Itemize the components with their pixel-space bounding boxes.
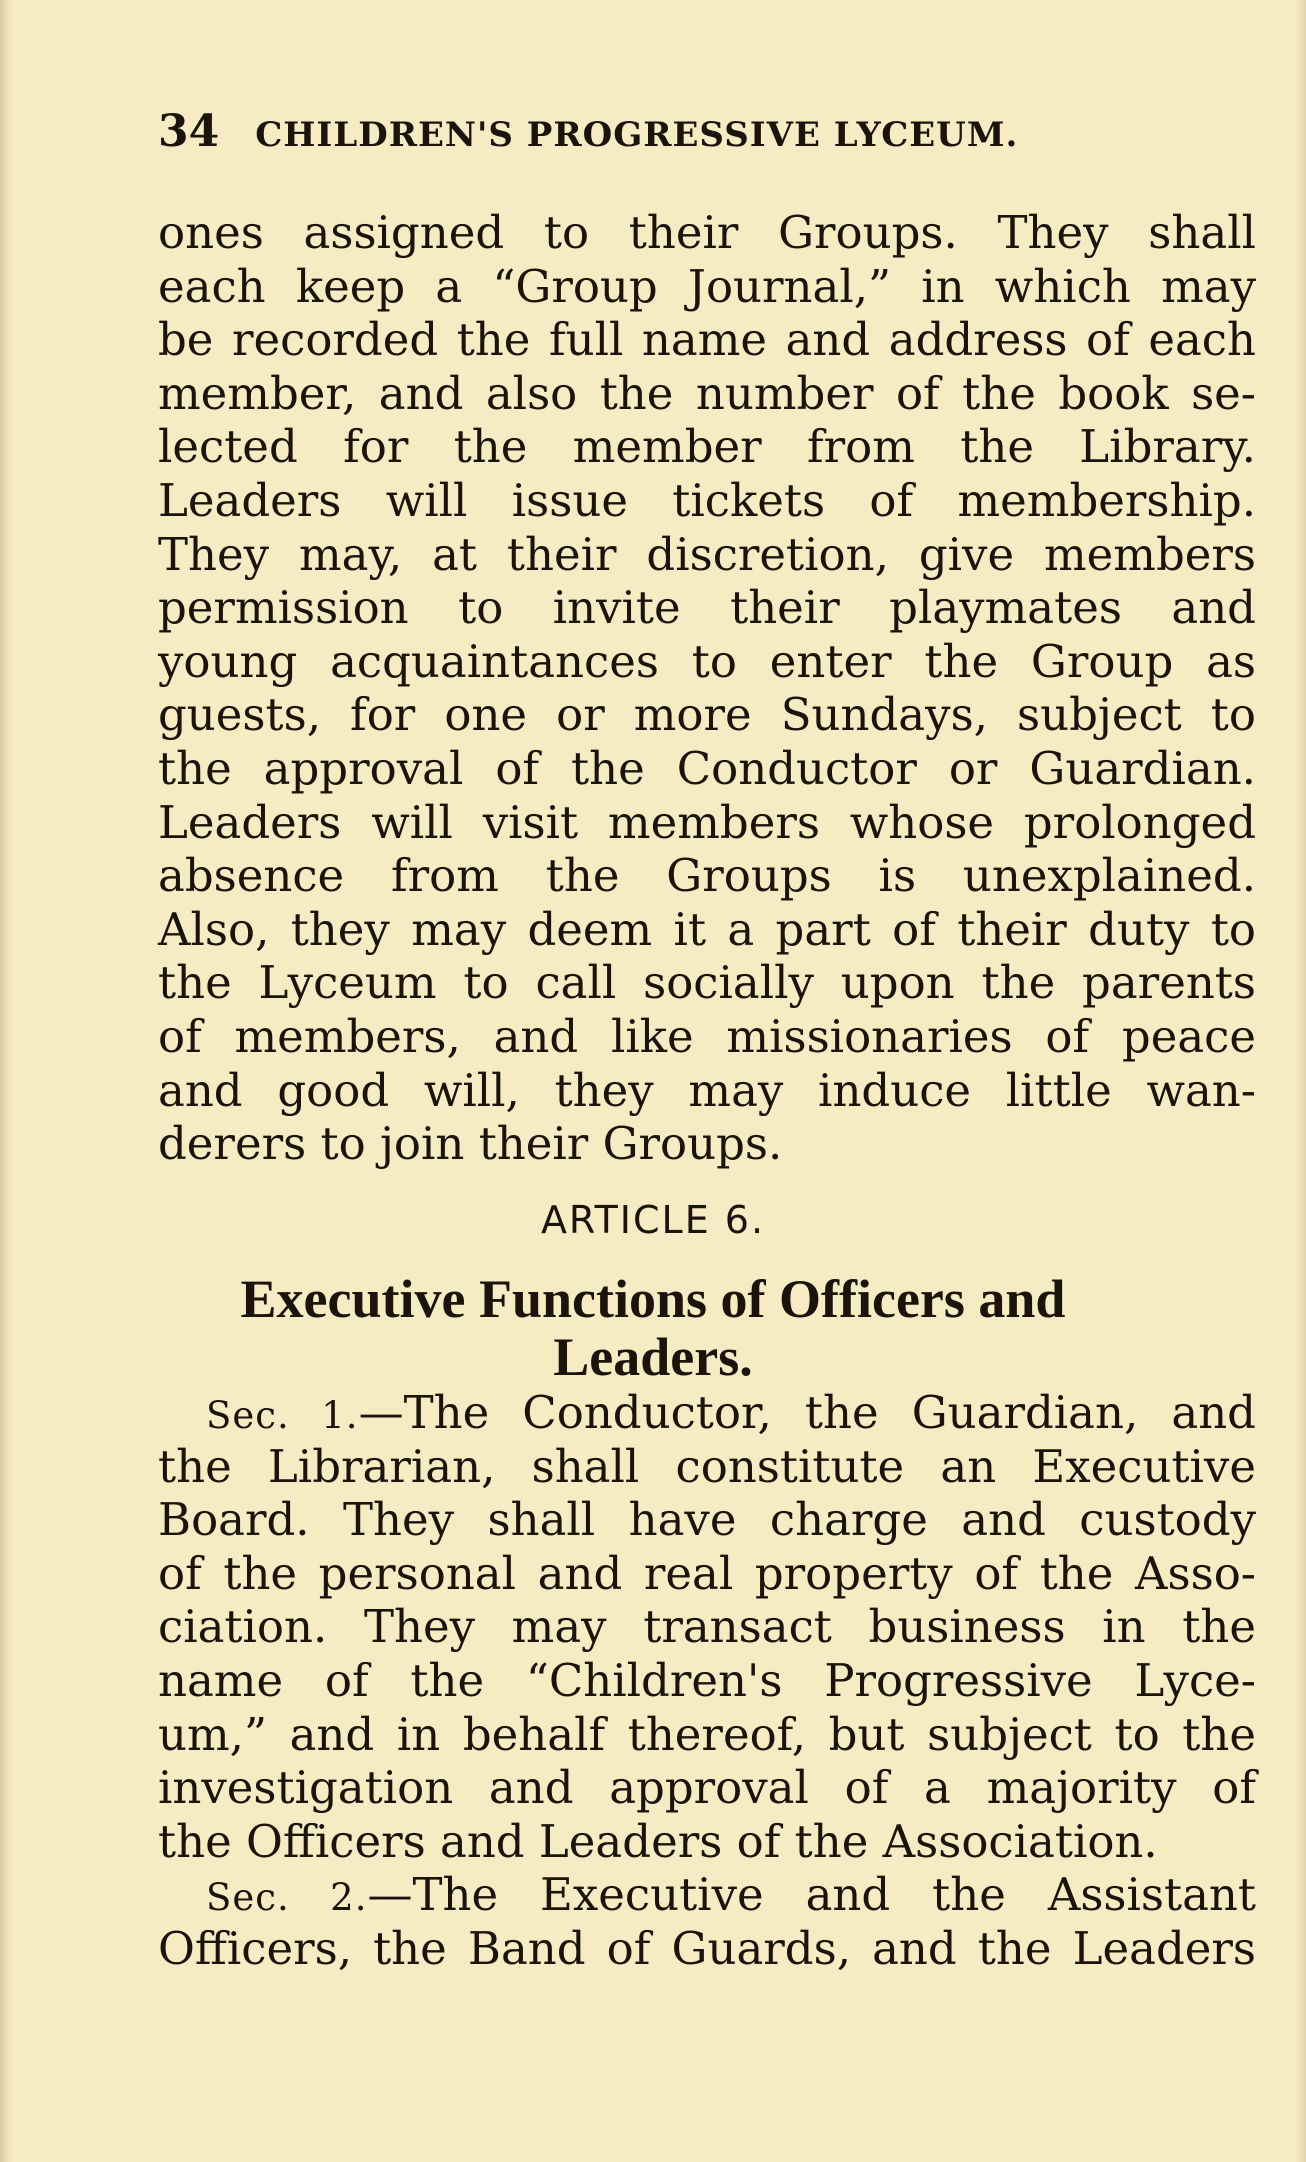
- text-line: young acquaintances to enter the Group as: [158, 634, 1256, 688]
- text-line: Board. They shall have charge and custody: [158, 1493, 1256, 1547]
- article-heading: Executive Functions of Officers and: [240, 1269, 1066, 1329]
- text-line: the Librarian, shall constitute an Executive: [158, 1439, 1256, 1493]
- text-line: name of the “Children's Progressive Lyce-: [158, 1653, 1256, 1707]
- text-line: guests, for one or more Sundays, subject to: [158, 688, 1256, 742]
- article-heading-continued: Leaders.: [553, 1327, 753, 1387]
- article-label: ARTICLE 6.: [540, 1198, 766, 1242]
- section-1: [158, 1386, 1256, 1868]
- text-line: the approval of the Conductor or Guardian.: [158, 741, 1256, 795]
- running-header: [158, 106, 1158, 176]
- text-line: Also, they may deem it a part of their duty to: [158, 902, 1256, 956]
- section-text: —The Executive and the Assistant: [367, 1868, 1256, 1921]
- page-number: 34: [158, 106, 220, 157]
- text-line: They may, at their discretion, give members: [158, 527, 1256, 581]
- text-line: ciation. They may transact business in the: [158, 1600, 1256, 1654]
- text-line: derers to join their Groups.: [158, 1117, 783, 1171]
- text-line: [158, 1386, 1256, 1440]
- section-2: [158, 1868, 1256, 1975]
- text-line: the Lyceum to call socially upon the parents: [158, 956, 1256, 1010]
- text-line: be recorded the full name and address of each: [158, 313, 1256, 367]
- text-line: of the personal and real property of the Asso-: [158, 1546, 1256, 1600]
- text-line: the Officers and Leaders of the Association.: [158, 1814, 1158, 1868]
- text-line: investigation and approval of a majority of: [158, 1761, 1256, 1815]
- text-line: member, and also the number of the book se-: [158, 366, 1256, 420]
- section-label: Sec. 1.: [206, 1394, 359, 1437]
- text-line: permission to invite their playmates and: [158, 581, 1256, 635]
- running-title: CHILDREN'S PROGRESSIVE LYCEUM.: [255, 115, 1019, 155]
- text-line: Leaders will visit members whose prolonged: [158, 795, 1256, 849]
- page-left-edge: [0, 0, 14, 2162]
- text-line: lected for the member from the Library.: [158, 420, 1256, 474]
- text-line: Leaders will issue tickets of membership.: [158, 473, 1256, 527]
- paragraph-group-duties: [158, 206, 1256, 1171]
- text-line: ones assigned to their Groups. They shall: [158, 206, 1256, 259]
- text-line: absence from the Groups is unexplained.: [158, 849, 1256, 903]
- text-line: each keep a “Group Journal,” in which may: [158, 259, 1256, 313]
- text-line: Officers, the Band of Guards, and the Leaders: [158, 1921, 1256, 1975]
- text-line: um,” and in behalf thereof, but subject to the: [158, 1707, 1256, 1761]
- section-label: Sec. 2.: [206, 1876, 368, 1919]
- page-right-edge: [1296, 0, 1306, 2162]
- section-text: —The Conductor, the Guardian, and: [358, 1386, 1256, 1439]
- text-line: and good will, they may induce little wan-: [158, 1063, 1256, 1117]
- text-line: of members, and like missionaries of peace: [158, 1009, 1256, 1063]
- text-line: [158, 1868, 1256, 1922]
